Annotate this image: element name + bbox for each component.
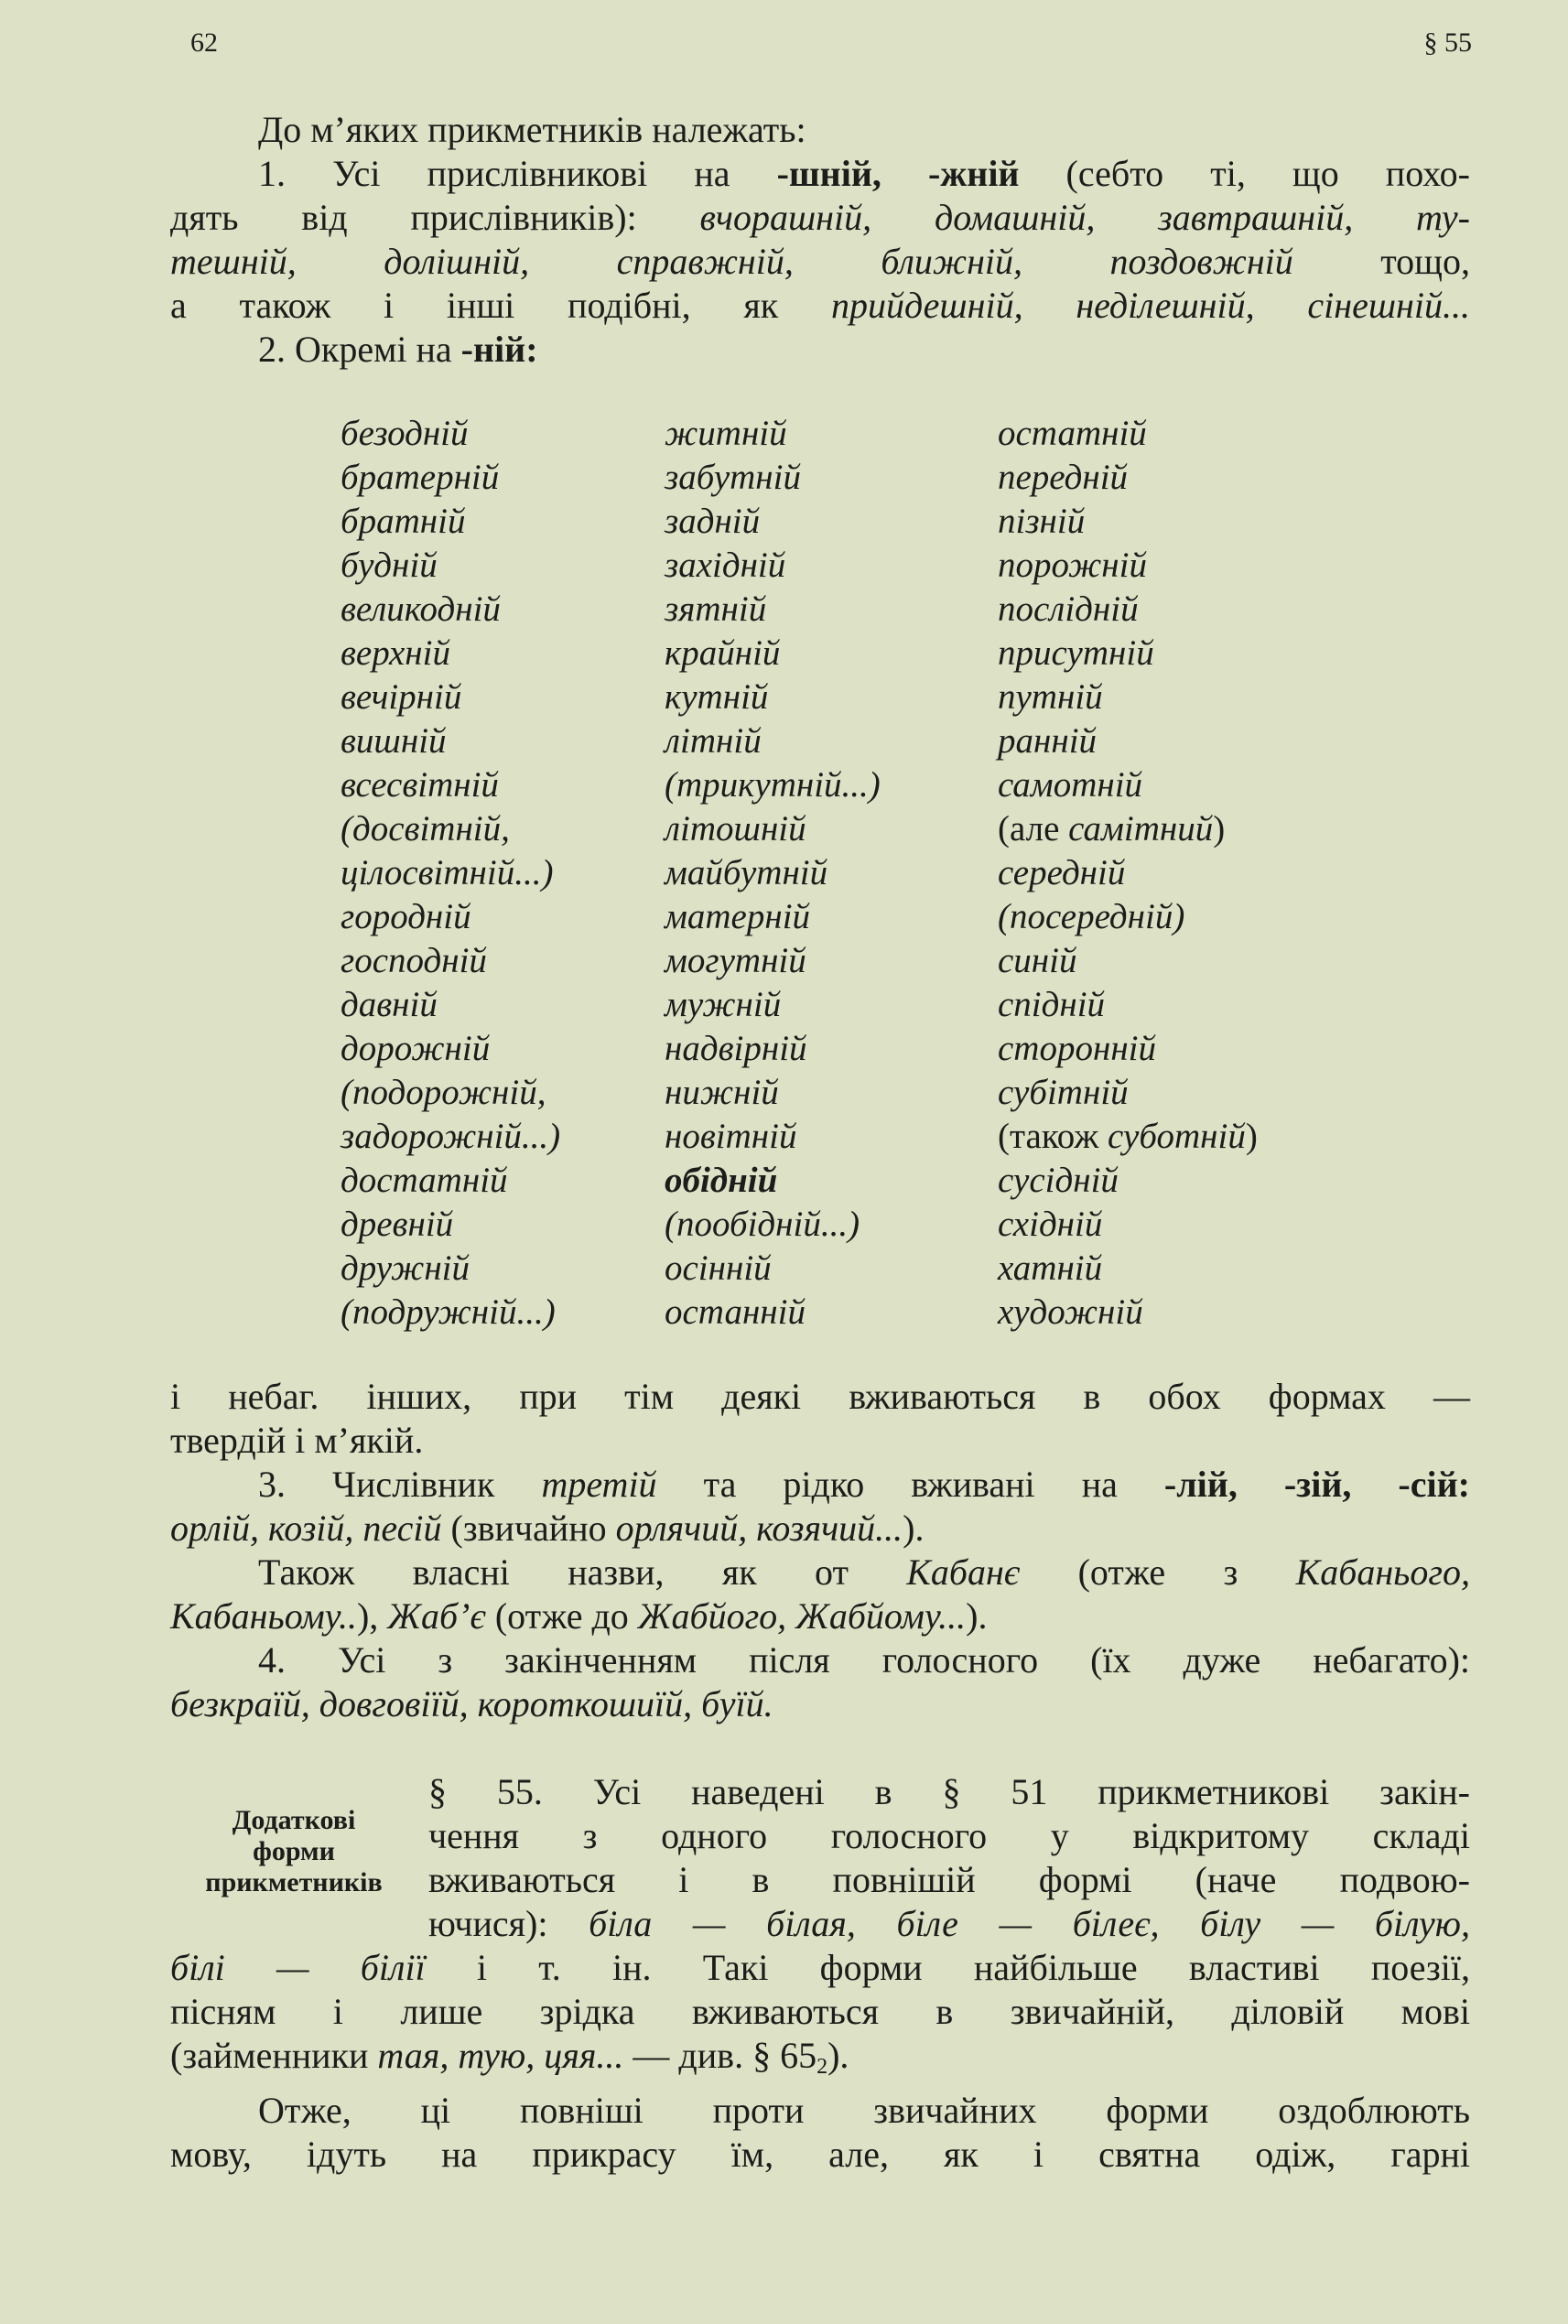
continuation-paragraphs xyxy=(170,1375,1470,1726)
word: середній xyxy=(998,853,1126,892)
word: безодній xyxy=(341,414,469,453)
word: західній xyxy=(665,546,786,585)
intro-line: До м’яких прикметників належать: xyxy=(258,109,806,150)
text-line: ючися): біла — білая, біле — білеє, білу — білую, xyxy=(428,1903,1470,1944)
word: спідній xyxy=(998,985,1106,1024)
word: остатній xyxy=(998,414,1147,453)
item2-line: 2. Окремі на -ній: xyxy=(258,329,538,370)
item1-line: а також і інші подібні, як прийдешній, неділешній, сінешній... xyxy=(170,285,1470,326)
word: забутній xyxy=(665,458,801,497)
word: субітній xyxy=(998,1073,1129,1112)
word: братній xyxy=(341,502,466,541)
word: літошній xyxy=(665,809,806,849)
word: вечірній xyxy=(341,677,462,717)
word-column-3 xyxy=(998,412,1258,1335)
word: кутній xyxy=(665,677,769,717)
word: задній xyxy=(665,502,761,541)
word: сторонній xyxy=(998,1029,1157,1068)
text-line: (займенники тая, тую, цяя... — див. § $65_2$). xyxy=(170,2035,849,2079)
word-column-1 xyxy=(341,412,560,1335)
word: верхній xyxy=(341,633,450,673)
text-line: Отже, ці повніші проти звичайних форми оздоблюють xyxy=(258,2090,1470,2131)
word: присутній xyxy=(998,633,1154,673)
text-line: білі — білії і т. ін. Такі форми найбільше властиві поезії, xyxy=(170,1947,1471,1988)
word: крайній xyxy=(665,633,781,673)
word: (посередній) xyxy=(998,897,1185,936)
word: обідній xyxy=(665,1161,778,1200)
text-line: § 55. Усі наведені в § 51 прикметникові закін- xyxy=(428,1771,1470,1812)
word: художній xyxy=(998,1292,1143,1332)
item1-line: 1. Усі прислівникові на -шній, -жній (себто ті, що похо- xyxy=(258,153,1470,194)
word: вишній xyxy=(341,721,447,761)
word: дорожній xyxy=(341,1029,491,1068)
also-line: Кабаньому..), Жаб’є (отже до Жабйого, Жабйому...). xyxy=(170,1595,988,1637)
section-55-paragraph xyxy=(170,1770,1470,2177)
word: хатній xyxy=(998,1248,1103,1288)
word: осінній xyxy=(665,1248,772,1288)
word: мужній xyxy=(665,985,782,1024)
word: ранній xyxy=(998,721,1098,761)
word: східній xyxy=(998,1205,1103,1244)
word: давній xyxy=(341,985,438,1024)
word: синій xyxy=(998,941,1077,980)
word: (подружній...) xyxy=(341,1292,556,1332)
word: новітній xyxy=(665,1117,797,1156)
word: матерній xyxy=(665,897,811,936)
item4-line: 4. Усі з закінченням після голосного (їх дуже небагато): xyxy=(258,1639,1470,1681)
word: (також суботній) xyxy=(998,1117,1258,1156)
word: самотній xyxy=(998,765,1143,805)
text-line: твердій і м’якій. xyxy=(170,1420,424,1461)
item1-line: дять від прислівників): вчорашній, домашній, завтрашній, ту- xyxy=(170,197,1470,238)
word: майбутній xyxy=(665,853,828,892)
word: могутній xyxy=(665,941,806,980)
word: всесвітній xyxy=(341,765,499,805)
word: цілосвітній...) xyxy=(341,853,554,892)
word: (трикутній...) xyxy=(665,765,881,805)
item3-line: 3. Числівник третій та рідко вживані на -лій, -зій, -сій: xyxy=(258,1464,1470,1505)
word: городній xyxy=(341,897,471,936)
section-header: § 55 xyxy=(1423,27,1472,58)
word: передній xyxy=(998,458,1129,497)
margin-heading: Додаткові форми прикметників xyxy=(205,1805,383,1897)
word: путній xyxy=(998,677,1103,717)
word: братерній xyxy=(341,458,500,497)
word: сусідній xyxy=(998,1161,1119,1200)
word: житній xyxy=(665,414,787,453)
word: (подорожній, xyxy=(341,1073,546,1112)
text-line: вживаються і в повнішій формі (наче подвою- xyxy=(428,1859,1470,1900)
word: (але самітний) xyxy=(998,809,1226,849)
word: достатній xyxy=(341,1161,508,1200)
also-line: Також власні назви, як от Кабанє (отже з Кабанього, xyxy=(258,1551,1470,1593)
word: древній xyxy=(341,1205,454,1244)
word: послідній xyxy=(998,589,1139,629)
word-column-2 xyxy=(665,412,881,1335)
text-line: чення з одного голосного у відкритому складі xyxy=(428,1815,1470,1856)
item4-line: безкраїй, довговіїй, короткошиїй, буїй. xyxy=(170,1683,773,1724)
word: зятній xyxy=(665,589,767,629)
word: великодній xyxy=(341,589,501,629)
word: будній xyxy=(341,546,438,585)
word: порожній xyxy=(998,546,1147,585)
word: господній xyxy=(341,941,487,980)
word: задорожній...) xyxy=(341,1117,561,1156)
word: нижній xyxy=(665,1073,779,1112)
word: дружній xyxy=(341,1248,470,1288)
intro-paragraph xyxy=(170,108,1470,372)
word: (пообідній...) xyxy=(665,1205,860,1244)
text-line: пісням і лише зрідка вживаються в звичайній, діловій мові xyxy=(170,1991,1470,2032)
text-line: мову, ідуть на прикрасу їм, але, як і святна одіж, гарні xyxy=(170,2134,1470,2175)
item1-line: тешній, долішній, справжній, ближній, поздовжній тощо, xyxy=(170,241,1470,282)
item3-line: орлій, козій, песій (звичайно орлячий, козячий...). xyxy=(170,1508,925,1549)
word-list xyxy=(341,412,1439,1336)
word: надвірній xyxy=(665,1029,807,1068)
text-line: і небаг. інших, при тім деякі вживаються в обох формах — xyxy=(170,1376,1470,1417)
word: останній xyxy=(665,1292,806,1332)
word: пізній xyxy=(998,502,1086,541)
word: (досвітній, xyxy=(341,809,510,849)
page-number: 62 xyxy=(190,27,218,58)
word: літній xyxy=(665,721,762,761)
